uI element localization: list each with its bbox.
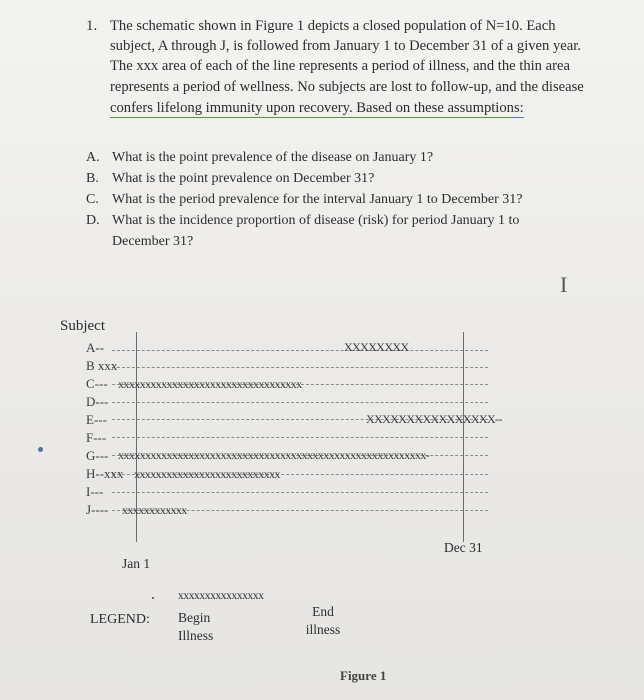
row-label-b: B xxx xyxy=(86,358,118,373)
question-line-5: confers lifelong immunity upon recovery. Based on these assumptions: xyxy=(110,100,524,116)
question-line-4: represents a period of wellness. No subjects are lost to follow-up, and the disease xyxy=(110,79,584,95)
option-b-letter: B. xyxy=(86,171,99,186)
legend-begin-illness: Begin Illness xyxy=(178,610,214,643)
question-line-2: subject, A through J, is followed from January 1 to December 31 of a given year. xyxy=(110,38,581,54)
question-line-1: The schematic shown in Figure 1 depicts a closed population of N=10. Each xyxy=(110,18,556,34)
row-label-i: I--- xyxy=(86,484,104,499)
row-line-a xyxy=(112,350,488,351)
illness-run-e: XXXXXXXXXXXXXXXX-- xyxy=(366,412,502,426)
row-label-d: D--- xyxy=(86,394,109,409)
text-cursor-icon: I xyxy=(560,272,568,297)
option-a-letter: A. xyxy=(86,150,100,165)
option-d-text-continued: December 31? xyxy=(112,234,194,249)
row-line-i xyxy=(112,492,488,493)
row-line-f xyxy=(112,437,488,438)
illness-run-j: xxxxxxxxxxxx xyxy=(122,503,187,517)
row-label-a: A-- xyxy=(86,340,105,355)
row-line-d xyxy=(112,402,488,403)
row-label-f: F--- xyxy=(86,430,107,445)
option-c-letter: C. xyxy=(86,192,99,207)
row-label-g: G--- xyxy=(86,448,109,463)
legend-illness-symbol: xxxxxxxxxxxxxxxx xyxy=(178,590,264,602)
legend-dot xyxy=(152,597,154,599)
row-label-e: E--- xyxy=(86,412,107,427)
figure-caption: Figure 1 xyxy=(340,668,387,683)
illness-run-g: xxxxxxxxxxxxxxxxxxxxxxxxxxxxxxxxxxxxxxxxxxxxxxxxxxxxxxxxx- xyxy=(118,448,430,462)
option-c-text: What is the period prevalence for the interval January 1 to December 31? xyxy=(112,192,523,207)
legend-label: LEGEND: xyxy=(90,612,150,627)
row-label-j: J---- xyxy=(86,502,109,517)
option-a-text: What is the point prevalence of the disease on January 1? xyxy=(112,150,434,165)
timeline-start-label: Jan 1 xyxy=(122,556,151,571)
option-b-text: What is the point prevalence on December 31? xyxy=(112,171,375,186)
margin-dot xyxy=(38,447,43,452)
legend-end-illness: End illness xyxy=(305,604,341,637)
illness-run-c: xxxxxxxxxxxxxxxxxxxxxxxxxxxxxxxxxx xyxy=(118,377,302,391)
question-line-3: The xxx area of each of the line represents a period of illness, and the thin area xyxy=(110,58,570,74)
figure-subject-header: Subject xyxy=(60,318,105,334)
question-number: 1. xyxy=(86,18,98,34)
row-line-b xyxy=(112,367,488,368)
option-d-letter: D. xyxy=(86,213,100,228)
illness-run-a: XXXXXXXX xyxy=(344,340,409,354)
row-label-c: C--- xyxy=(86,376,108,391)
illness-run-h: xxxxxxxxxxxxxxxxxxxxxxxxxxx xyxy=(134,467,280,481)
row-label-h: H--xxx xyxy=(86,466,124,481)
timeline-end-label: Dec 31 xyxy=(444,540,483,555)
option-d-text: What is the incidence proportion of disease (risk) for period January 1 to xyxy=(112,213,520,228)
